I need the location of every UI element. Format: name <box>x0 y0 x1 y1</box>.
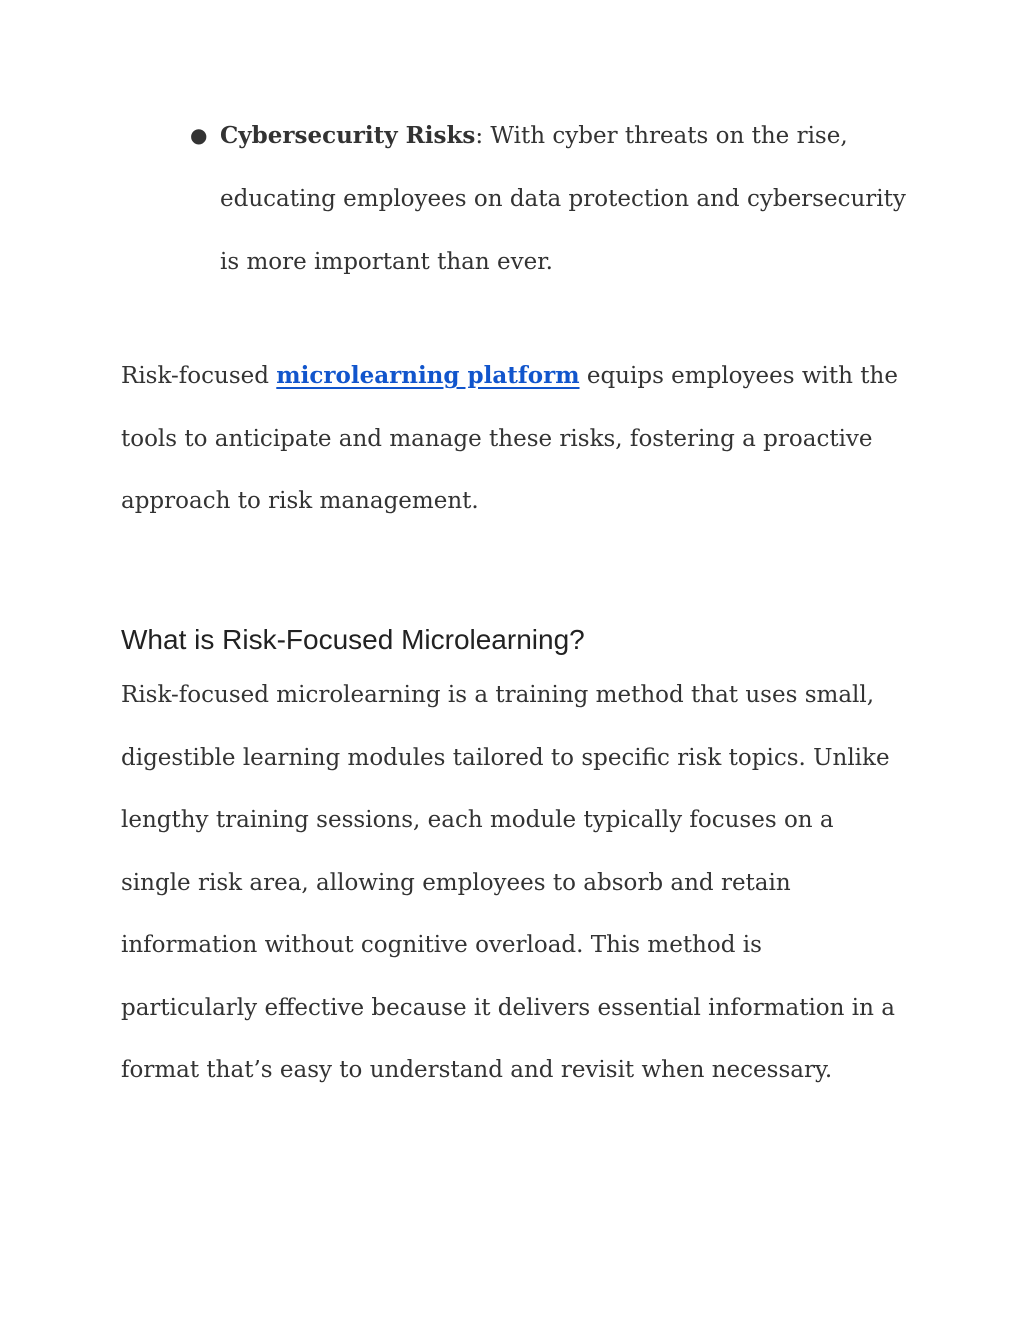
section-heading: What is Risk-Focused Microlearning? <box>121 624 585 655</box>
bullet-icon: ● <box>190 123 208 147</box>
microlearning-platform-link[interactable]: microlearning platform <box>276 362 580 389</box>
paragraph-definition: Risk-focused microlearning is a training method that uses small, digestible learning modules tailored to specific risk topics. Unlike lengthy training sessions, each module typically focuses on a single risk area, allowing employees to absorb and retain information without cognitive overload. This method is particularly effective because it delivers essential information in a format that’s easy to understand and revisit when necessary. <box>121 682 895 1083</box>
bullet-text: : With cyber threats on the rise, educating employees on data protection and cybersecurity is more important than ever. <box>220 123 906 275</box>
paragraph-intro-suffix: equips employees with the tools to anticipate and manage these risks, fostering a proactive approach to risk management. <box>121 363 898 514</box>
bullet-item-cybersecurity <box>190 104 910 294</box>
bullet-term: Cybersecurity Risks <box>220 122 476 149</box>
paragraph-intro-prefix: Risk-focused <box>121 363 277 389</box>
paragraph-intro <box>121 345 901 533</box>
